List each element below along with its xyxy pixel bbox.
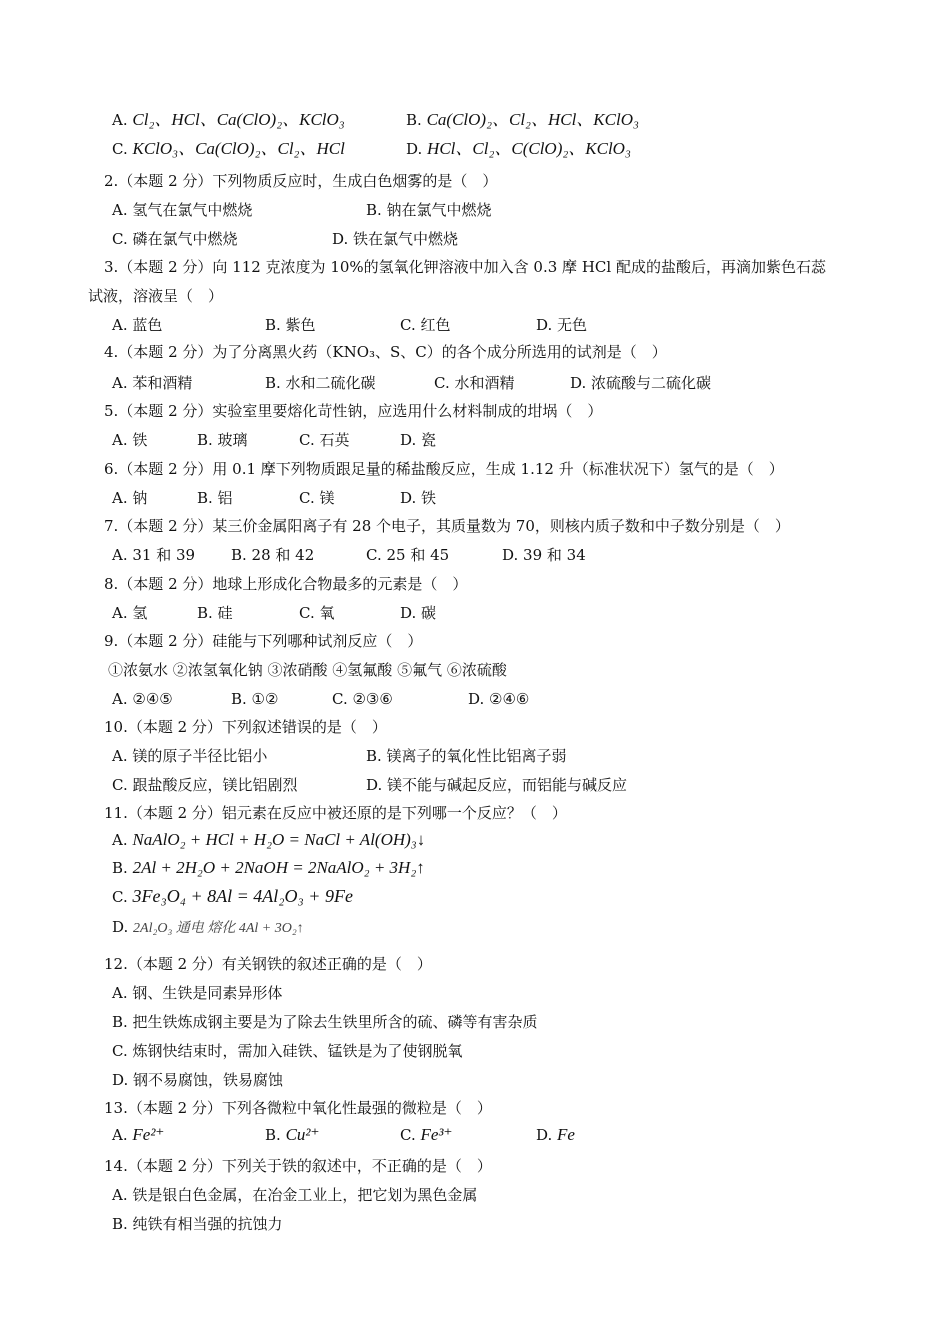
q13-option-d: D. Fe: [536, 1125, 575, 1144]
q8-option-c: C. 氧: [299, 604, 335, 622]
q9-option-c: C. ②③⑥: [332, 690, 393, 708]
q3-option-d: D. 无色: [536, 316, 588, 334]
q4-option-a: A. 苯和酒精: [112, 374, 193, 392]
q6-option-c: C. 镁: [299, 489, 335, 507]
q5-option-b: B. 玻璃: [197, 431, 248, 449]
q3-stem-line2: 试液，溶液呈（ ）: [88, 287, 224, 305]
q13-option-b: B. Cu²⁺: [265, 1125, 320, 1144]
q13-option-c-ion: Fe³⁺: [420, 1125, 453, 1144]
q4-stem: 4.（本题 2 分）为了分离黑火药（KNO₃、S、C）的各个成分所选用的试剂是（ ）: [104, 343, 667, 361]
q7-option-d: D. 39 和 34: [502, 546, 586, 564]
q11-option-d: D. 2Al₂O₃ 通电 熔化 4Al + 3O₂↑: [112, 918, 304, 936]
q10-option-b: B. 镁离子的氧化性比铝离子弱: [366, 747, 567, 765]
q8-option-d: D. 碳: [400, 604, 437, 622]
q9-option-b: B. ①②: [231, 690, 279, 708]
q11-stem: 11.（本题 2 分）铝元素在反应中被还原的是下列哪一个反应？（ ）: [104, 804, 567, 822]
q6-option-a: A. 钠: [112, 489, 148, 507]
q10-option-a: A. 镁的原子半径比铝小: [112, 747, 268, 765]
q6-option-d: D. 铁: [400, 489, 437, 507]
q12-option-a: A. 钢、生铁是同素异形体: [112, 984, 283, 1002]
q7-option-b: B. 28 和 42: [231, 546, 315, 564]
q11-option-b-equation: 2Al + 2H₂O + 2NaOH = 2NaAlO₂ + 3H₂↑: [132, 858, 425, 877]
q7-option-a: A. 31 和 39: [112, 546, 196, 564]
q5-stem: 5.（本题 2 分）实验室里要熔化苛性钠，应选用什么材料制成的坩埚（ ）: [104, 402, 603, 420]
q1-option-a-formula: Cl₂、HCl、Ca(ClO)₂、KClO₃: [132, 110, 345, 129]
q13-option-a-ion: Fe²⁺: [132, 1125, 165, 1144]
q12-option-d: D. 钢不易腐蚀，铁易腐蚀: [112, 1071, 284, 1089]
q4-option-b: B. 水和二硫化碳: [265, 374, 376, 392]
q3-option-c: C. 红色: [400, 316, 451, 334]
q13-option-d-ion: Fe: [557, 1125, 575, 1144]
q9-reagent-list: ①浓氨水 ②浓氢氧化钠 ③浓硝酸 ④氢氟酸 ⑤氟气 ⑥浓硫酸: [108, 661, 507, 679]
q11-option-c-equation: 3Fe₃O₄ + 8Al = 4Al₂O₃ + 9Fe: [132, 886, 353, 906]
q11-option-b: B. 2Al + 2H₂O + 2NaOH = 2NaAlO₂ + 3H₂↑: [112, 858, 425, 877]
q8-stem: 8.（本题 2 分）地球上形成化合物最多的元素是（ ）: [104, 575, 468, 593]
q6-option-b: B. 铝: [197, 489, 233, 507]
q12-option-b: B. 把生铁炼成钢主要是为了除去生铁里所含的硫、磷等有害杂质: [112, 1013, 538, 1031]
q1-option-b: B. Ca(ClO)₂、Cl₂、HCl、KClO₃: [406, 110, 639, 129]
q2-stem: 2.（本题 2 分）下列物质反应时，生成白色烟雾的是（ ）: [104, 172, 498, 190]
q9-option-d: D. ②④⑥: [468, 690, 530, 708]
q2-option-b: B. 钠在氯气中燃烧: [366, 201, 492, 219]
q12-stem: 12.（本题 2 分）有关钢铁的叙述正确的是（ ）: [104, 955, 432, 973]
q13-option-b-ion: Cu²⁺: [285, 1125, 320, 1144]
q1-option-d: D. HCl、Cl₂、C(ClO)₂、KClO₃: [406, 139, 631, 158]
q5-option-d: D. 瓷: [400, 431, 437, 449]
q8-option-a: A. 氢: [112, 604, 148, 622]
q11-option-a-equation: NaAlO₂ + HCl + H₂O = NaCl + Al(OH)₃↓: [132, 830, 426, 849]
q1-option-c-formula: KClO₃、Ca(ClO)₂、Cl₂、HCl: [132, 139, 345, 158]
q5-option-c: C. 石英: [299, 431, 350, 449]
q2-option-a: A. 氢气在氯气中燃烧: [112, 201, 253, 219]
q3-option-a: A. 蓝色: [112, 316, 163, 334]
q1-option-d-formula: HCl、Cl₂、C(ClO)₂、KClO₃: [427, 139, 631, 158]
q7-option-c: C. 25 和 45: [366, 546, 450, 564]
q3-option-b: B. 紫色: [265, 316, 316, 334]
q11-option-a: A. NaAlO₂ + HCl + H₂O = NaCl + Al(OH)₃↓: [112, 830, 426, 849]
q9-option-a: A. ②④⑤: [112, 690, 173, 708]
q1-option-c: C. KClO₃、Ca(ClO)₂、Cl₂、HCl: [112, 139, 345, 158]
q14-stem: 14.（本题 2 分）下列关于铁的叙述中，不正确的是（ ）: [104, 1157, 492, 1175]
q1-option-a: A. Cl₂、HCl、Ca(ClO)₂、KClO₃: [112, 110, 345, 129]
q3-stem-line1: 3.（本题 2 分）向 112 克浓度为 10%的氢氧化钾溶液中加入含 0.3 摩 HCl 配成的盐酸后，再滴加紫色石蕊: [104, 258, 826, 276]
q5-option-a: A. 铁: [112, 431, 148, 449]
q14-option-b: B. 纯铁有相当强的抗蚀力: [112, 1215, 283, 1233]
q7-stem: 7.（本题 2 分）某三价金属阳离子有 28 个电子，其质量数为 70，则核内质子数和中子数分别是（ ）: [104, 517, 790, 535]
q4-option-d: D. 浓硫酸与二硫化碳: [570, 374, 712, 392]
q13-stem: 13.（本题 2 分）下列各微粒中氧化性最强的微粒是（ ）: [104, 1099, 492, 1117]
q4-option-c: C. 水和酒精: [434, 374, 515, 392]
q8-option-b: B. 硅: [197, 604, 233, 622]
q2-option-c: C. 磷在氯气中燃烧: [112, 230, 238, 248]
q11-option-d-equation: 2Al₂O₃ 通电 熔化 4Al + 3O₂↑: [133, 921, 304, 936]
q2-option-d: D. 铁在氯气中燃烧: [332, 230, 459, 248]
q9-stem: 9.（本题 2 分）硅能与下列哪种试剂反应（ ）: [104, 632, 423, 650]
q14-option-a: A. 铁是银白色金属，在冶金工业上，把它划为黑色金属: [112, 1186, 478, 1204]
q13-option-c: C. Fe³⁺: [400, 1125, 453, 1144]
q13-option-a: A. Fe²⁺: [112, 1125, 165, 1144]
q10-option-c: C. 跟盐酸反应，镁比铝剧烈: [112, 776, 298, 794]
q10-option-d: D. 镁不能与碱起反应，而铝能与碱反应: [366, 776, 628, 794]
q10-stem: 10.（本题 2 分）下列叙述错误的是（ ）: [104, 718, 387, 736]
q1-option-b-formula: Ca(ClO)₂、Cl₂、HCl、KClO₃: [426, 110, 639, 129]
q12-option-c: C. 炼钢快结束时，需加入硅铁、锰铁是为了使钢脱氧: [112, 1042, 463, 1060]
q6-stem: 6.（本题 2 分）用 0.1 摩下列物质跟足量的稀盐酸反应，生成 1.12 升（标准状况下）氢气的是（ ）: [104, 460, 784, 478]
q11-option-c: C. 3Fe₃O₄ + 8Al = 4Al₂O₃ + 9Fe: [112, 886, 353, 906]
